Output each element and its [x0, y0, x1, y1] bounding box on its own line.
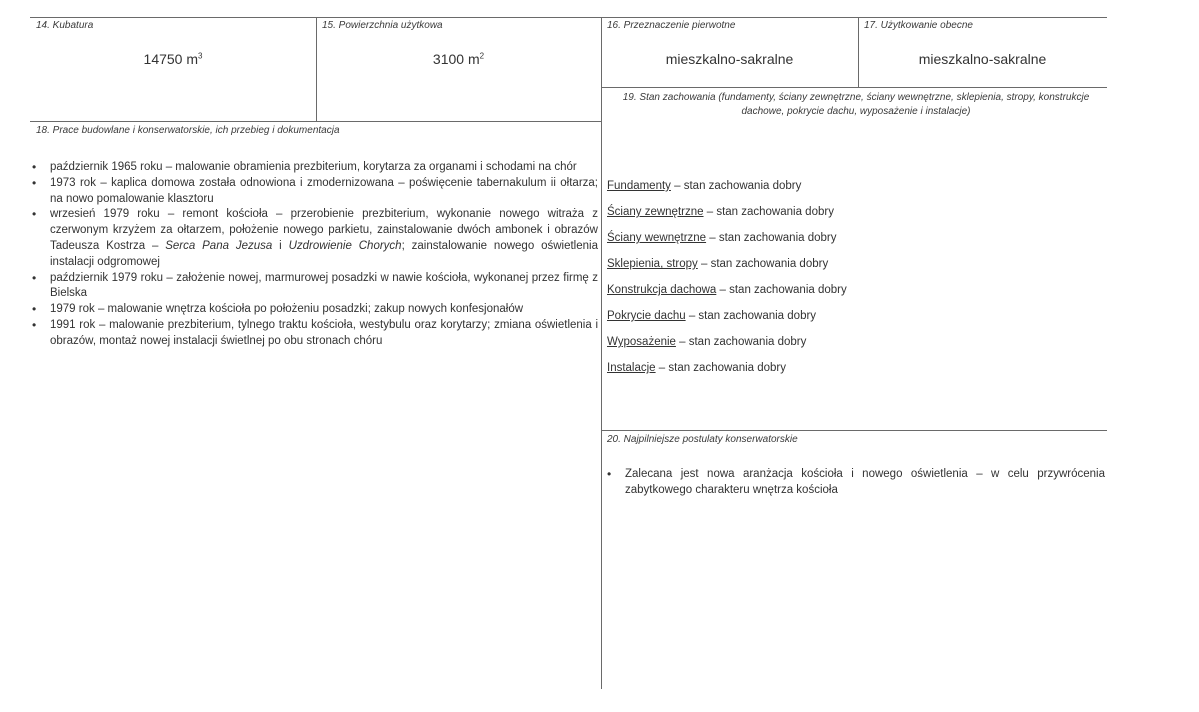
list-item-text: [50, 208, 598, 267]
field-19-label: 19. Stan zachowania (fundamenty, ściany zewnętrzne, ściany wewnętrzne, sklepienia, stropy, konstrukcje dachowe, pokrycie dachu, wyposażenie i instalacje): [622, 92, 1090, 117]
field-15-number: 3100 m: [432, 51, 480, 67]
bullet-icon: •: [32, 317, 37, 332]
bullet-icon: •: [32, 160, 37, 174]
field-20-label: 20. Najpilniejsze postulaty konserwatorskie: [607, 434, 798, 445]
list-item-text: 1973 rok – kaplica domowa została odnowiona i zmodernizowana – poświęcenie tabernakulum ii ołtarza; na nowo pomalowanie klasztoru: [50, 176, 598, 205]
col-divider-main: [601, 17, 602, 689]
condition-term: Pokrycie dachu: [607, 310, 686, 322]
row-divider-18: [30, 121, 601, 122]
condition-term: Fundamenty: [607, 180, 671, 192]
field-14-number: 14750 m: [143, 51, 199, 67]
field-15-exponent: 2: [479, 51, 485, 61]
list-item: [32, 318, 598, 350]
list-item-text: 1991 rok – malowanie prezbiterium, tylnego traktu kościoła, westybulu oraz korytarzy; zmiana oświetlenia i obrazów, montaż nowej instalacji świetlnej po obu stronach chóru: [50, 318, 598, 347]
bullet-icon: •: [607, 467, 612, 481]
condition-row: [607, 336, 806, 348]
condition-desc: – stan zachowania dobry: [685, 310, 817, 322]
list-item-text: 1979 rok – malowanie wnętrza kościoła po położeniu posadzki; zakup nowych konfesjonałów: [50, 303, 524, 316]
top-border: [30, 17, 1107, 18]
condition-row: [607, 180, 801, 192]
condition-term: Instalacje: [607, 362, 656, 374]
condition-desc: – stan zachowania dobry: [655, 362, 787, 374]
painting-title-1: Serca Pana Jezusa: [165, 239, 273, 252]
condition-row: [607, 362, 786, 374]
list-item-text-part: ; zainstalowanie nowego oświetlenia instalacji odgromowej: [50, 239, 598, 268]
bullet-icon: •: [32, 302, 37, 317]
field-15-value: [316, 51, 601, 67]
list-item-text: październik 1965 roku – malowanie obramienia prezbiterium, korytarza za organami i schodami na chór: [50, 161, 577, 173]
field-20-text: Zalecana jest nowa aranżacja kościoła i nowego oświetlenia – w celu przywrócenia zabytkowego charakteru wnętrza kościoła: [625, 468, 1105, 496]
row-divider-20: [601, 430, 1107, 431]
col-divider-14-15: [316, 17, 317, 121]
condition-row: [607, 206, 834, 218]
field-14-value: [30, 51, 316, 67]
field-18-label: 18. Prace budowlane i konserwatorskie, ich przebieg i dokumentacja: [36, 125, 340, 136]
bullet-icon: •: [32, 207, 37, 222]
condition-term: Sklepienia, stropy: [607, 258, 698, 270]
field-17-value: mieszkalno-sakralne: [918, 51, 1047, 67]
field-16-value: mieszkalno-sakralne: [665, 51, 794, 67]
condition-term: Konstrukcja dachowa: [607, 284, 717, 296]
list-item-text: październik 1979 roku – założenie nowej, marmurowej posadzki w nawie kościoła, wykonanej przez firmę z Bielska: [50, 271, 598, 300]
list-item: [32, 160, 598, 176]
list-item: [32, 176, 598, 208]
list-item: [32, 207, 598, 270]
painting-title-2: Uzdrowienie Chorych: [288, 239, 402, 252]
condition-row: [607, 258, 828, 270]
field-17-label: 17. Użytkowanie obecne: [864, 20, 973, 31]
condition-desc: – stan zachowania dobry: [706, 232, 837, 244]
bullet-icon: •: [32, 270, 37, 285]
field-14-exponent: 3: [198, 51, 203, 61]
condition-row: [607, 232, 837, 244]
bullet-icon: •: [32, 175, 37, 190]
condition-desc: – stan zachowania dobry: [716, 284, 847, 296]
condition-desc: – stan zachowania dobry: [670, 180, 802, 192]
condition-desc: – stan zachowania dobry: [675, 336, 807, 348]
list-item: [32, 302, 598, 318]
condition-row: [607, 310, 816, 322]
condition-term: Wyposażenie: [607, 336, 676, 348]
row-divider-19: [601, 87, 1107, 88]
list-item: [32, 271, 598, 303]
condition-term: Ściany zewnętrzne: [607, 206, 704, 218]
field-15-label: 15. Powierzchnia użytkowa: [322, 20, 443, 31]
field-14-label: 14. Kubatura: [36, 20, 94, 31]
field-16-label: 16. Przeznaczenie pierwotne: [607, 20, 736, 31]
field-18-list: [32, 160, 598, 350]
condition-row: [607, 284, 847, 296]
field-20-item: [607, 466, 1105, 498]
condition-desc: – stan zachowania dobry: [697, 258, 829, 270]
condition-term: Ściany wewnętrzne: [607, 232, 707, 244]
condition-desc: – stan zachowania dobry: [703, 206, 834, 218]
list-item-text-part: wrzesień 1979 roku – remont kościoła – przerobienie prezbiterium, wykonanie nowego witraża z czerwonym krzyżem za ołtarzem, położenie nowego parkietu, zainstalowanie dwóch ambonek i obrazów Tadeusza Kostrza –: [50, 208, 598, 252]
list-item-text-part: i: [272, 239, 289, 252]
